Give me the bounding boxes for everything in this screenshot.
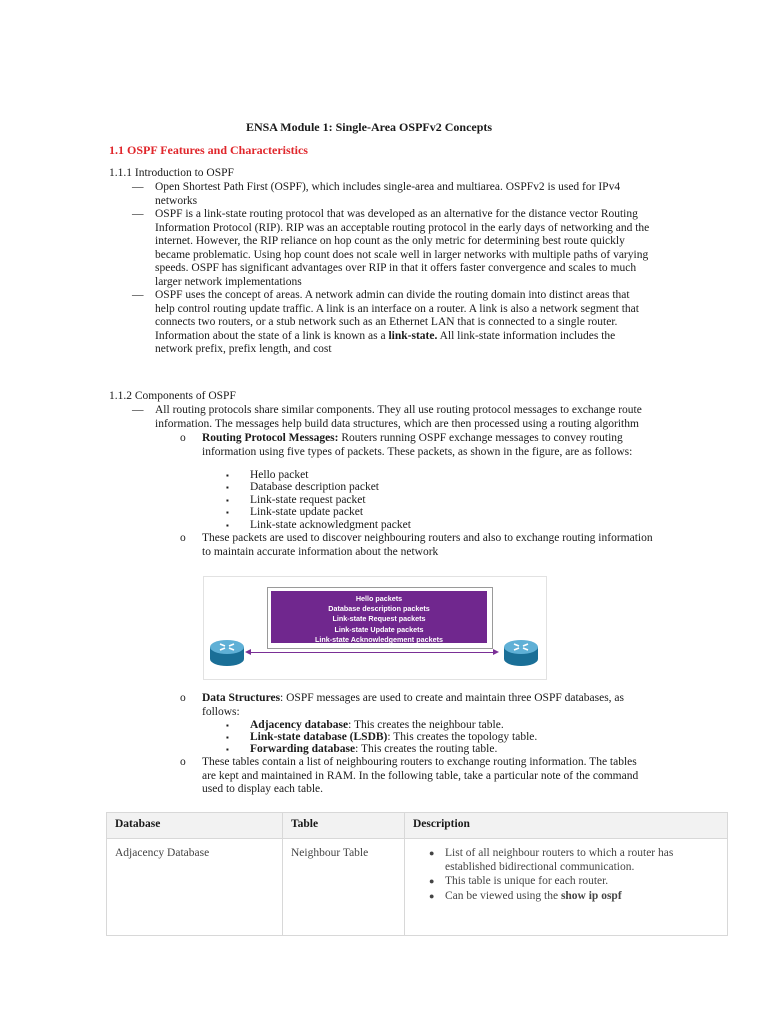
table-row [107, 839, 728, 936]
arrow-right-icon [493, 649, 499, 655]
subsection-heading-1-1-2: 1.1.2 Components of OSPF [109, 390, 236, 402]
document-title: ENSA Module 1: Single-Area OSPFv2 Concepts [245, 120, 493, 134]
packet-item-hello: Hello packet [250, 469, 309, 481]
router-icon [502, 637, 540, 669]
column-header-database: Database [107, 813, 283, 839]
packets-purpose-item: These packets are used to discover neighbouring routers and also to exchange routing information to maintain accurate information about the network [202, 532, 653, 558]
square-bullet: ▪ [226, 496, 229, 505]
figure-line: Link-state Update packets [334, 624, 424, 634]
dash-bullet: — [132, 289, 144, 301]
cell-description [405, 839, 728, 936]
components-intro-paragraph: All routing protocols share similar components. They all use routing protocol messages to exchange route information. The messages help build data structures, which are then processed using a routing algorithm [155, 404, 642, 430]
square-bullet: ▪ [226, 733, 229, 742]
square-bullet: ▪ [226, 745, 229, 754]
packet-types-box [271, 591, 487, 643]
figure-line: Link-state Request packets [332, 614, 426, 624]
ospf-vs-rip-paragraph: OSPF is a link-state routing protocol that was developed as an alternative for the distance vector Routing Information Protocol (RIP). RIP was an acceptable routing protocol in the early days of networking and the internet. However, the RIP reliance on hop count as the only metric for determining best route quickly became problematic. Using hop count does not scale well in larger networks with multiple paths of varying speeds. OSPF has significant advantages over RIP in that it offers faster convergence and scales to much larger network implementations [155, 208, 650, 288]
o-bullet: o [180, 692, 186, 704]
square-bullet: ▪ [226, 721, 229, 730]
o-bullet: o [180, 432, 186, 444]
column-header-table: Table [283, 813, 405, 839]
router-icon [208, 637, 246, 669]
packet-item-lsack: Link-state acknowledgment packet [250, 519, 411, 531]
ospf-areas-paragraph: OSPF uses the concept of areas. A network admin can divide the routing domain into distinct areas that help control routing update traffic. A link is an interface on a router. A link is also a network segment that connects two routers, or a stub network such as an Ethernet LAN that is connected to a single router. Information about the state of a link is known as a link-state. All link-state information includes the network prefix, prefix length, and cost [155, 289, 639, 355]
square-bullet: ▪ [226, 471, 229, 480]
subsection-heading-1-1-1: 1.1.1 Introduction to OSPF [109, 167, 234, 179]
square-bullet: ▪ [226, 508, 229, 517]
adjacency-database-item: Adjacency database: This creates the neighbour table. [250, 719, 504, 731]
tables-description-item: These tables contain a list of neighbouring routers to exchange routing information. The tables are kept and maintained in RAM. In the following table, take a particular note of the command used to display each table. [202, 756, 639, 795]
section-heading: 1.1 OSPF Features and Characteristics [109, 143, 308, 157]
column-header-description: Description [405, 813, 728, 839]
table-header-row [107, 813, 728, 839]
command-show-ip-ospf: show ip ospf [560, 889, 622, 902]
cell-database: Adjacency Database [107, 839, 283, 936]
dash-bullet: — [132, 181, 144, 193]
packet-item-dbd: Database description packet [250, 481, 379, 493]
figure-line: Link-state Acknowledgement packets [315, 634, 443, 644]
description-bullet: ● Can be viewed using the show ip ospf [429, 889, 622, 902]
description-bullet: ● List of all neighbour routers to which a router has established bidirectional communication. [429, 847, 674, 873]
lsdb-item: Link-state database (LSDB): This creates the topology table. [250, 731, 538, 743]
o-bullet: o [180, 532, 186, 544]
routing-protocol-messages-item: Routing Protocol Messages: Routers running OSPF exchange messages to convey routing information using five types of packets. These packets, as shown in the figure, are as follows: [202, 432, 633, 458]
ospf-database-table [106, 812, 728, 936]
dash-bullet: — [132, 404, 144, 416]
dash-bullet: — [132, 208, 144, 220]
data-structures-item: Data Structures: OSPF messages are used to create and maintain three OSPF databases, as follows: [202, 692, 625, 718]
figure-line: Hello packets [355, 594, 403, 603]
description-bullet: ● This table is unique for each router. [429, 875, 609, 887]
packet-item-lsu: Link-state update packet [250, 506, 364, 518]
cell-table: Neighbour Table [283, 839, 405, 936]
o-bullet: o [180, 756, 186, 768]
figure-line: Database description packets [328, 604, 430, 614]
packet-item-lsr: Link-state request packet [250, 494, 366, 506]
square-bullet: ▪ [226, 483, 229, 492]
link-line [248, 652, 494, 653]
square-bullet: ▪ [226, 521, 229, 530]
ospf-definition-paragraph: Open Shortest Path First (OSPF), which includes single-area and multiarea. OSPFv2 is used for IPv4 networks [155, 181, 621, 207]
packet-types-frame [267, 587, 493, 649]
forwarding-database-item: Forwarding database: This creates the routing table. [250, 743, 498, 755]
link-state-term: link-state. [388, 329, 438, 342]
ospf-packets-figure [203, 576, 547, 680]
